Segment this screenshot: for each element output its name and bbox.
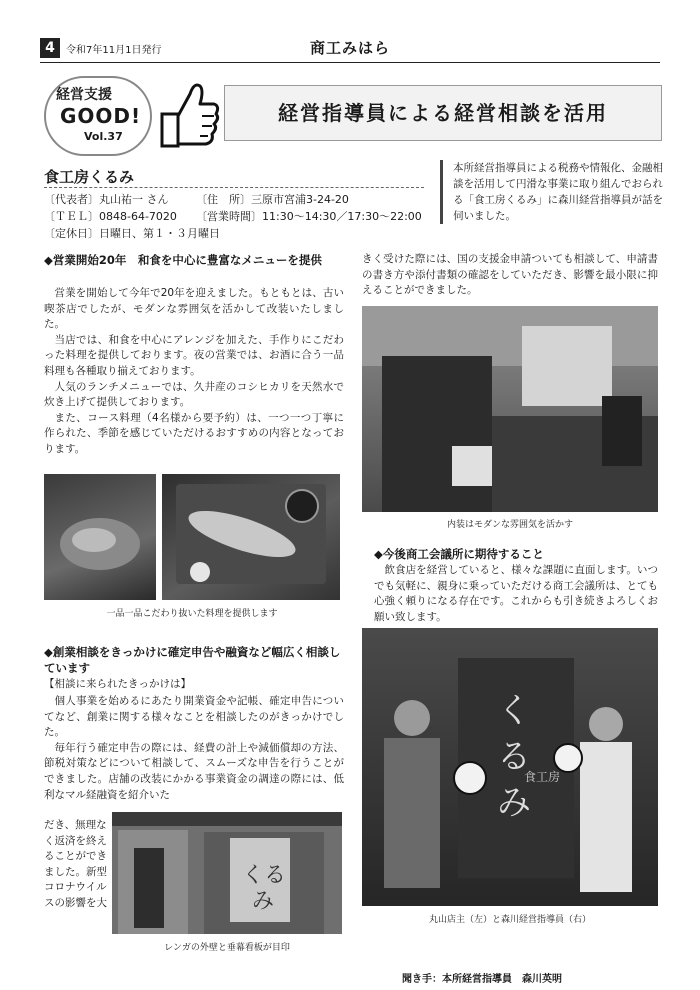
interior-illustration: [362, 306, 658, 512]
continued-text: きく受けた際には、国の支援金申請ついても相談して、申請書の書き方や添付書類の確認をしていただき、影響を最小限に抑えることができました。: [362, 253, 658, 297]
fish-dish-illustration: [162, 474, 340, 600]
interviewer: 聞き手：本所経営指導員 森川英明: [402, 974, 562, 985]
info-label: 〔住 所〕: [196, 193, 251, 206]
info-label: 〔ＴＥＬ〕: [44, 210, 99, 223]
issue-date: 令和7年11月1日発行: [66, 45, 162, 56]
svg-text:くる: くる: [242, 863, 287, 888]
dish-illustration: [44, 474, 156, 600]
info-tel: [44, 209, 177, 225]
info-address: [196, 192, 349, 208]
paragraph: また、コース料理（4名様から要予約）は、一つ一つ丁寧に作られた、季節を感じていただけるおすすめの内容となっております。: [44, 411, 344, 455]
info-representative: [44, 192, 169, 208]
food-caption: 一品一品こだわり抜いた料理を提供します: [106, 609, 278, 619]
section2-title: ◆創業相談をきっかけに確定申告や融資など幅広く相談しています: [44, 645, 341, 675]
page-number: 4: [40, 38, 60, 58]
paragraph: 人気のランチメニューでは、久井産のコシヒカリを天然水で炊き上げて提供しております。: [44, 380, 344, 409]
newspaper-title: 商工みはら: [310, 39, 391, 57]
info-value: 11:30～14:30／17:30～22:00: [262, 210, 422, 223]
shop-sign-text: くるみ: [497, 691, 531, 823]
info-value: 三原市宮浦3-24-20: [251, 193, 349, 206]
interior-caption: 内装はモダンな雰囲気を活かす: [446, 520, 574, 530]
info-value: 日曜日、第１・３月曜日: [99, 227, 220, 240]
people-caption: 丸山店主（左）と森川経営指導員（右）: [428, 915, 591, 925]
info-closed: [44, 226, 220, 242]
section2-subtitle: 【相談に来られたきっかけは】: [44, 678, 191, 690]
food-photo-left: [44, 474, 156, 600]
info-hours: [196, 209, 422, 225]
info-label: 〔営業時間〕: [196, 210, 262, 223]
paragraph: 当店では、和食を中心にアレンジを加えた、手作りにこだわった料理を提供しております。夜の営業では、お酒に合う一品料理も各種取り揃えております。: [44, 333, 344, 377]
info-label: 〔定休日〕: [44, 227, 99, 240]
paragraph: 営業を開始して今年で20年を迎えました。もともとは、古い喫茶店でしたが、モダンな雰囲気を活かして改装いたしました。: [44, 287, 344, 331]
section3-body: 飲食店を経営していると、様々な課題に直面します。いつでも気軽に、親身に乗っていただける商工会議所は、とても心強く頼りになる存在です。これからも引き続きよろしくお願い致します。: [374, 564, 658, 623]
badge-line2: GOOD!: [60, 104, 142, 128]
people-photo: [362, 628, 658, 906]
exterior-caption: レンガの外壁と垂幕看板が目印: [164, 943, 290, 953]
food-photo-right: [162, 474, 340, 600]
section2-body: [44, 694, 344, 803]
main-headline: 経営指導員による経営相談を活用: [224, 85, 662, 141]
paragraph: 個人事業を始めるにあたり開業資金や記帳、確定申告についてなど、創業に関する様々なことを相談したのがきっかけでした。: [44, 695, 344, 739]
series-badge: [44, 76, 152, 156]
info-label: 〔代表者〕: [44, 193, 99, 206]
storefront-illustration: [112, 812, 342, 934]
shop-sign-small: 食工房: [524, 770, 561, 784]
section2-narrow-text: だき、無理なく返済を終えることができました。新型コロナウイルスの影響を大: [44, 819, 107, 909]
header-rule: [40, 62, 660, 63]
divider: [44, 187, 424, 188]
info-value: 丸山祐一 さん: [99, 193, 169, 206]
info-value: 0848-64-7020: [99, 210, 177, 223]
paragraph: 毎年行う確定申告の際には、経費の計上や減価償却の方法、節税対策などについて相談して、スムーズな申告を行うことができました。店舗の改装にかかる事業資金の調達の際には、低利なマル経融資を紹介いた: [44, 741, 344, 801]
interior-photo: [362, 306, 658, 512]
intro-text: 本所経営指導員による税務や情報化、金融相談を活用して円滑な事業に取り組んでおられる「食工房くるみ」に森川経営指導員が話を伺いました。: [440, 160, 673, 224]
section3-title: ◆今後商工会議所に期待すること: [374, 547, 544, 561]
section1-title: ◆営業開始20年 和食を中心に豊富なメニューを提供: [44, 253, 322, 267]
thumbs-up-icon: [150, 76, 220, 150]
section1-body: [44, 286, 344, 458]
exterior-photo: [112, 812, 342, 934]
shop-name: 食工房くるみ: [44, 168, 135, 186]
badge-volume: Vol.37: [84, 130, 123, 143]
svg-text:み: み: [252, 889, 275, 914]
badge-line1: 経営支援: [56, 87, 112, 103]
